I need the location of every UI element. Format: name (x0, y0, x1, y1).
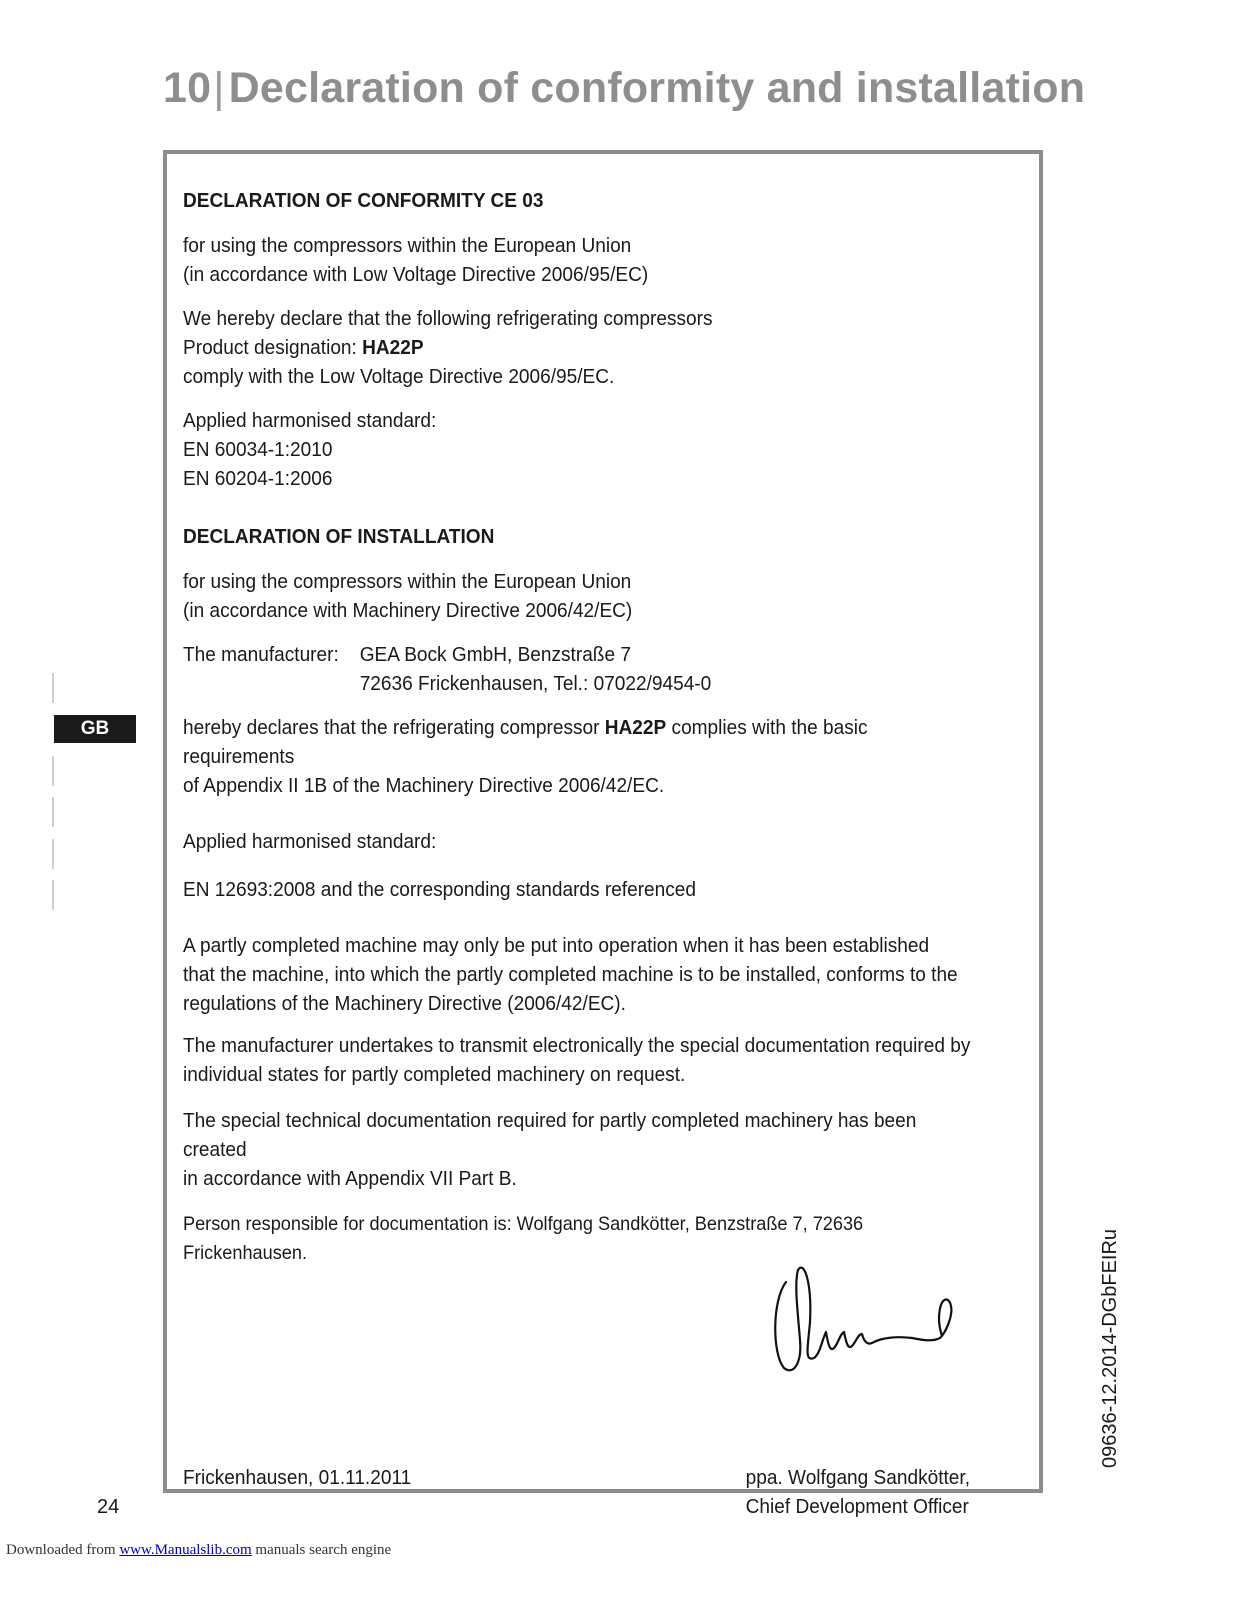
manufacturer-block (183, 640, 983, 698)
installation-standard-label: Applied harmonised standard: (183, 830, 437, 853)
declares-pre: hereby declares that the refrigerating compressor (183, 716, 605, 739)
margin-tick (52, 673, 54, 703)
undertakes-line1: The manufacturer undertakes to transmit electronically the special documentation required by (183, 1034, 971, 1057)
manufacturer-address-line2: 72636 Frickenhausen, Tel.: 07022/9454-0 (359, 672, 712, 695)
installation-scope (183, 567, 983, 625)
designation-value: HA22P (362, 336, 424, 359)
standard-item: EN 60204-1:2006 (183, 467, 333, 490)
partly-line1: A partly completed machine may only be put into operation when it has been established (183, 934, 930, 957)
footer-prefix: Downloaded from (6, 1542, 120, 1558)
signatory-name: ppa. Wolfgang Sandkötter, (745, 1466, 971, 1489)
special-documentation-paragraph (183, 1106, 983, 1193)
undertakes-paragraph (183, 1031, 983, 1089)
installation-declaration (183, 713, 983, 800)
installation-standard-value: EN 12693:2008 and the corresponding standards referenced (183, 878, 696, 901)
conformity-scope-line1: for using the compressors within the European Union (183, 234, 632, 257)
margin-tick (52, 797, 54, 827)
conformity-standard-label: Applied harmonised standard: (183, 409, 437, 432)
document-id: 09636-12.2014-DGbFEIRu (1099, 1228, 1121, 1468)
declares-product: HA22P (604, 716, 667, 739)
conformity-declaration (183, 304, 983, 391)
undertakes-line2: individual states for partly completed machinery on request. (183, 1063, 686, 1086)
manufacturer-address-line1: GEA Bock GmbH, Benzstraße 7 (359, 643, 631, 666)
declares-post: complies with the basic requirements (183, 716, 868, 768)
margin-tick (52, 839, 54, 869)
special-line1: The special technical documentation required for partly completed machinery has been created (183, 1109, 917, 1161)
chapter-title: Declaration of conformity and installation (228, 64, 1086, 112)
page-heading (163, 64, 1085, 113)
conformity-scope (183, 231, 983, 289)
conformity-heading: DECLARATION OF CONFORMITY CE 03 (183, 189, 544, 212)
partly-line3: regulations of the Machinery Directive (2006/42/EC). (183, 992, 626, 1015)
page-number: 24 (97, 1496, 120, 1518)
comply-line: comply with the Low Voltage Directive 2006/95/EC. (183, 365, 615, 388)
partly-line2: that the machine, into which the partly completed machine is to be installed, conforms to the (183, 963, 958, 986)
installation-scope-line2: (in accordance with Machinery Directive 2006/42/EC) (183, 599, 633, 622)
special-line2: in accordance with Appendix VII Part B. (183, 1167, 517, 1190)
place-date: Frickenhausen, 01.11.2011 (183, 1466, 412, 1489)
conformity-standards (183, 406, 983, 493)
standard-item: EN 60034-1:2010 (183, 438, 333, 461)
installation-scope-line1: for using the compressors within the European Union (183, 570, 632, 593)
margin-tick (52, 756, 54, 786)
signature-block (183, 1463, 983, 1521)
signatory (746, 1463, 970, 1521)
chapter-separator: | (213, 64, 225, 112)
margin-tick (52, 880, 54, 910)
designation-label: Product designation: (183, 336, 363, 359)
conformity-scope-line2: (in accordance with Low Voltage Directive 2006/95/EC) (183, 263, 649, 286)
manualslib-link[interactable]: www.Manualslib.com (119, 1542, 252, 1558)
download-footer (6, 1542, 391, 1559)
declares-line2: of Appendix II 1B of the Machinery Directive 2006/42/EC. (183, 774, 665, 797)
manufacturer-label: The manufacturer: (183, 643, 339, 666)
installation-heading: DECLARATION OF INSTALLATION (183, 525, 495, 548)
person-responsible: Person responsible for documentation is: Wolfgang Sandkötter, Benzstraße 7, 72636 Frickenhausen. (183, 1213, 864, 1264)
chapter-number: 10 (163, 64, 212, 112)
language-tab-gb: GB (54, 715, 136, 743)
partly-completed-paragraph (183, 931, 983, 1018)
signatory-title: Chief Development Officer (745, 1495, 969, 1518)
declare-line: We hereby declare that the following refrigerating compressors (183, 307, 713, 330)
handwritten-signature (764, 1262, 964, 1377)
footer-suffix: manuals search engine (251, 1542, 392, 1558)
